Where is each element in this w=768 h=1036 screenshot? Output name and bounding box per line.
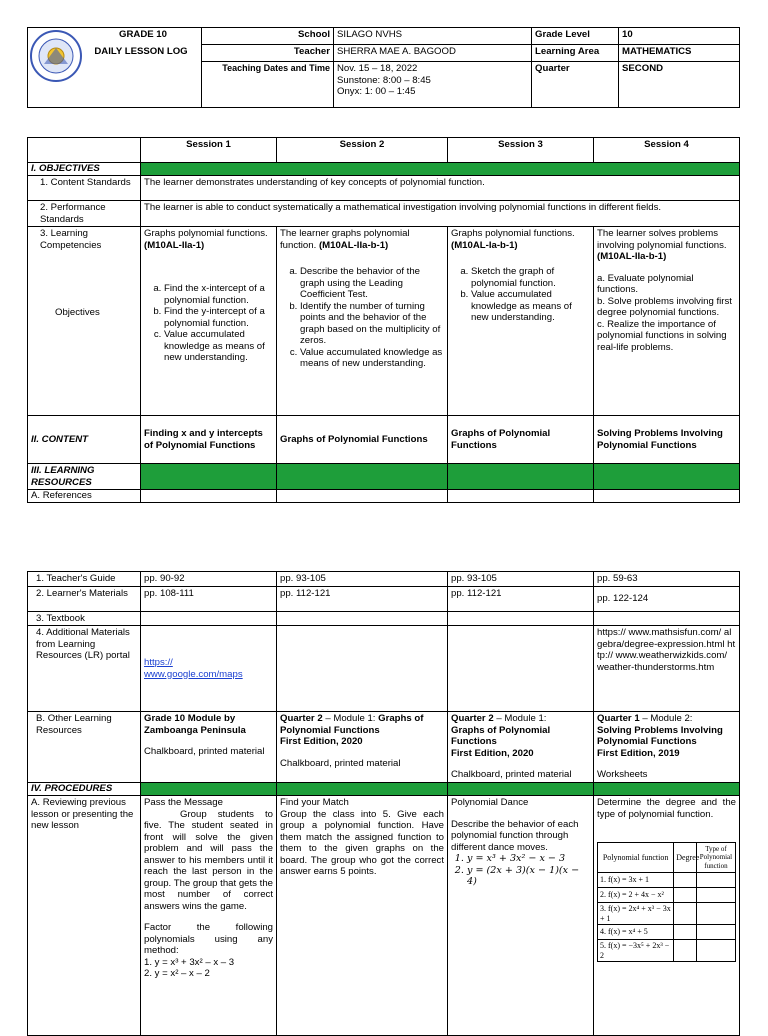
procedures-heading: IV. PROCEDURES bbox=[28, 783, 141, 796]
tg-session-2: pp. 93-105 bbox=[277, 572, 448, 587]
other-s2-module bbox=[280, 713, 444, 736]
lesson-table-upper bbox=[27, 137, 740, 503]
other-s3-title: Graphs of Polynomial Functions bbox=[451, 724, 551, 747]
teacher-value: SHERRA MAE A. BAGOOD bbox=[334, 45, 532, 62]
other-s2-note: Chalkboard, printed material bbox=[280, 757, 401, 769]
degree-table-row-function: 1. f(x) = 3x + 1 bbox=[598, 873, 674, 888]
other-s2-edition: First Edition, 2020 bbox=[280, 736, 363, 747]
s4-competency-code: (M10AL-IIa-b-1) bbox=[597, 251, 667, 262]
learning-resources-heading: III. LEARNING RESOURCES bbox=[28, 464, 141, 490]
degree-table-head-function: Polynomial function bbox=[598, 843, 674, 873]
degree-table-cell-type bbox=[696, 873, 735, 888]
other-s3-quarter: Quarter 2 bbox=[451, 713, 494, 724]
references-cell-1 bbox=[141, 490, 277, 503]
s4-competency-text: The learner solves problems involving polynomial functions. bbox=[597, 228, 727, 251]
other-s1-note: Chalkboard, printed material bbox=[144, 746, 265, 757]
lesson-table-lower bbox=[27, 571, 740, 1036]
degree-table-row-function: 2. f(x) = 2 + 4x − x² bbox=[598, 888, 674, 903]
other-s2-mod: – Module 1: bbox=[322, 713, 379, 724]
s4-competency bbox=[597, 228, 736, 263]
header-blank bbox=[28, 62, 202, 108]
other-session-4 bbox=[594, 712, 740, 783]
other-s3-mod: – Module 1: bbox=[493, 713, 547, 724]
quarter-value: SECOND bbox=[619, 62, 740, 108]
procedures-bar-2 bbox=[277, 783, 448, 796]
dance-function-item: 1. y = x³ + 3x² − x − 3 bbox=[467, 853, 590, 865]
objectives-heading: I. OBJECTIVES bbox=[28, 163, 141, 176]
degree-table-row-function: 4. f(x) = x⁴ + 5 bbox=[598, 925, 674, 940]
s3-competency-code: (M10AL-Ia-b-1) bbox=[451, 239, 518, 251]
objectives-bar bbox=[141, 163, 740, 176]
review-session-3 bbox=[448, 796, 594, 1036]
other-s4-mod: – Module 2: bbox=[639, 713, 693, 724]
references-cell-2 bbox=[277, 490, 448, 503]
lm-session-2: pp. 112-121 bbox=[277, 586, 448, 611]
other-s4-note: Worksheets bbox=[597, 769, 648, 780]
lm-session-3: pp. 112-121 bbox=[448, 586, 594, 611]
additional-session-4: https:// www.mathsisfun.com/ algebra/degree-expression.html http:// www.weatherwizkids.com/ weather-thunderstorms.htm bbox=[594, 626, 740, 712]
s1-competency-text: Graphs polynomial functions. bbox=[144, 228, 268, 239]
other-s4-edition: First Edition, 2019 bbox=[597, 747, 680, 759]
session-4-objectives bbox=[594, 227, 740, 416]
textbook-cell-2 bbox=[277, 611, 448, 626]
corner-blank bbox=[28, 138, 141, 163]
objectives-label: Objectives bbox=[55, 307, 100, 318]
degree-table-cell-degree bbox=[674, 903, 697, 925]
s1-competency bbox=[144, 228, 273, 251]
factor-item: 1. y = x³ + 3x² – x – 3 bbox=[144, 956, 235, 968]
teacher-label: Teacher bbox=[202, 45, 334, 62]
performance-standards-label: 2. Performance Standards bbox=[28, 201, 141, 227]
google-maps-link[interactable]: https:// www.google.com/maps bbox=[144, 657, 243, 680]
session-3-header: Session 3 bbox=[448, 138, 594, 163]
content-heading: II. CONTENT bbox=[28, 416, 141, 464]
review-session-1 bbox=[141, 796, 277, 1036]
learners-materials-label: 2. Learner's Materials bbox=[28, 586, 141, 611]
degree-table-row-function: 3. f(x) = 2x⁴ + x³ − 3x + 1 bbox=[598, 903, 674, 925]
references-cell-4 bbox=[594, 490, 740, 503]
content-session-4: Solving Problems Involving Polynomial Functions bbox=[594, 416, 740, 464]
degree-table-head-type: Type of Polynomial function bbox=[696, 843, 735, 873]
competencies-label: 3. Learning Competencies bbox=[40, 228, 102, 251]
additional-session-2 bbox=[277, 626, 448, 712]
review-session-2 bbox=[277, 796, 448, 1036]
textbook-cell-3 bbox=[448, 611, 594, 626]
dance-function-item: 2. y = (2x + 3)(x − 1)(x − 4) bbox=[467, 865, 590, 888]
other-s2-title: Graphs of Polynomial Functions bbox=[280, 713, 424, 736]
degree-table-cell-type bbox=[696, 888, 735, 903]
session-1-header: Session 1 bbox=[141, 138, 277, 163]
learning-area-label: Learning Area bbox=[532, 45, 619, 62]
pass-message-title: Pass the Message bbox=[144, 797, 223, 808]
s2-competency bbox=[280, 228, 444, 251]
textbook-cell-1 bbox=[141, 611, 277, 626]
s1-objective-item: a. Find the x-intercept of a polynomial function. bbox=[164, 283, 273, 306]
procedures-bar-3 bbox=[448, 783, 594, 796]
other-s4-module bbox=[597, 713, 736, 725]
other-s3-note: Chalkboard, printed material bbox=[451, 769, 572, 780]
degree-table-head-degree: Degree bbox=[674, 843, 697, 873]
textbook-cell-4 bbox=[594, 611, 740, 626]
other-session-2 bbox=[277, 712, 448, 783]
resources-bar-3 bbox=[448, 464, 594, 490]
degree-table-cell-type bbox=[696, 903, 735, 925]
s3-objective-list bbox=[451, 266, 590, 324]
find-match-title: Find your Match bbox=[280, 797, 349, 808]
degree-table-cell-type bbox=[696, 940, 735, 962]
find-match-body: Group the class into 5. Give each group a polynomial function. Have them match the assigned function to them to the given graphs on the board. The group who got the correct answer earns 5 points. bbox=[280, 808, 444, 877]
session-3-objectives bbox=[448, 227, 594, 416]
competencies-cell bbox=[28, 227, 141, 416]
other-s2-quarter: Quarter 2 bbox=[280, 713, 323, 724]
additional-session-1 bbox=[141, 626, 277, 712]
content-standards-text: The learner demonstrates understanding of key concepts of polynomial function. bbox=[141, 176, 740, 201]
resources-bar-4 bbox=[594, 464, 740, 490]
session-4-header: Session 4 bbox=[594, 138, 740, 163]
s2-objective-item: a. Describe the behavior of the graph using the Leading Coefficient Test. bbox=[300, 266, 444, 301]
s2-objective-list bbox=[280, 266, 444, 370]
s2-competency-code: (M10AL-IIa-b-1) bbox=[318, 239, 389, 251]
s4-objective-item: b. Solve problems involving first degree polynomial functions. bbox=[597, 295, 732, 318]
other-session-1 bbox=[141, 712, 277, 783]
pass-message-body: Group students to five. The student seated in front will solve the given problem and will pass the answer to his members until it reach the last person in the group. The group that gets the most number of correct answers wins the game. bbox=[144, 808, 273, 912]
degree-table-cell-degree bbox=[674, 940, 697, 962]
s3-objective-item: a. Sketch the graph of polynomial function. bbox=[471, 266, 590, 289]
s2-objective-item: c. Value accumulated knowledge as means of new understanding. bbox=[300, 347, 444, 370]
degree-type-table bbox=[597, 842, 736, 962]
review-label: A. Reviewing previous lesson or presenting the new lesson bbox=[28, 796, 141, 1036]
polynomial-dance-body: Describe the behavior of each polynomial function through different dance moves. bbox=[451, 818, 579, 853]
teachers-guide-label: 1. Teacher's Guide bbox=[28, 572, 141, 587]
other-s4-quarter: Quarter 1 bbox=[597, 713, 640, 724]
s1-objective-item: c. Value accumulated knowledge as means of new understanding. bbox=[164, 329, 273, 364]
review-session-4 bbox=[594, 796, 740, 1036]
procedures-bar-1 bbox=[141, 783, 277, 796]
other-s3-edition: First Edition, 2020 bbox=[451, 747, 534, 759]
other-s1-title: Grade 10 Module by Zamboanga Peninsula bbox=[144, 713, 246, 736]
other-session-3 bbox=[448, 712, 594, 783]
s1-competency-code: (M10AL-IIa-1) bbox=[144, 239, 205, 251]
s2-competency-text: The learner graphs polynomial function. bbox=[280, 228, 410, 251]
s1-objective-list bbox=[144, 283, 273, 364]
lm-session-1: pp. 108-111 bbox=[141, 586, 277, 611]
content-session-3: Graphs of Polynomial Functions bbox=[448, 416, 594, 464]
s2-objective-item: b. Identify the number of turning points and the behavior of the graph based on the multiplicity of zeros. bbox=[300, 301, 444, 347]
s1-objective-item: b. Find the y-intercept of a polynomial function. bbox=[164, 306, 273, 329]
additional-materials-label: 4. Additional Materials from Learning Resources (LR) portal bbox=[28, 626, 141, 712]
quarter-label: Quarter bbox=[532, 62, 619, 108]
tg-session-1: pp. 90-92 bbox=[141, 572, 277, 587]
tg-session-4: pp. 59-63 bbox=[594, 572, 740, 587]
header-table bbox=[27, 27, 740, 108]
s3-objective-item: b. Value accumulated knowledge as means of new understanding. bbox=[471, 289, 590, 324]
polynomial-dance-title: Polynomial Dance bbox=[451, 797, 529, 808]
time-onyx: Onyx: 1: 00 – 1:45 bbox=[337, 86, 416, 97]
dates-value bbox=[334, 62, 532, 108]
dates-range: Nov. 15 – 18, 2022 bbox=[337, 63, 418, 74]
references-label: A. References bbox=[28, 490, 141, 503]
s4-objective-item: c. Realize the importance of polynomial functions in solving real-life problems. bbox=[597, 318, 727, 353]
factor-instruction: Factor the following polynomials using any method: bbox=[144, 922, 273, 956]
session-2-objectives bbox=[277, 227, 448, 416]
school-value: SILAGO NVHS bbox=[334, 28, 532, 45]
textbook-label: 3. Textbook bbox=[28, 611, 141, 626]
s3-competency-text: Graphs polynomial functions. bbox=[451, 228, 575, 239]
grade-level-label: Grade Level bbox=[532, 28, 619, 45]
s3-competency bbox=[451, 228, 590, 251]
other-resources-label: B. Other Learning Resources bbox=[28, 712, 141, 783]
session-2-header: Session 2 bbox=[277, 138, 448, 163]
content-standards-label: 1. Content Standards bbox=[28, 176, 141, 201]
additional-session-3 bbox=[448, 626, 594, 712]
s4-objective-item: a. Evaluate polynomial functions. bbox=[597, 272, 694, 295]
content-session-1: Finding x and y intercepts of Polynomial Functions bbox=[141, 416, 277, 464]
grade-heading: GRADE 10 bbox=[28, 28, 202, 45]
degree-table-cell-degree bbox=[674, 873, 697, 888]
resources-bar-2 bbox=[277, 464, 448, 490]
dance-function-list bbox=[451, 853, 590, 888]
lm-session-4: pp. 122-124 bbox=[594, 586, 740, 611]
grade-level-value: 10 bbox=[619, 28, 740, 45]
session-1-objectives bbox=[141, 227, 277, 416]
degree-type-instruction: Determine the degree and the type of polynomial function. bbox=[597, 797, 736, 820]
log-title: DAILY LESSON LOG bbox=[28, 45, 202, 62]
dates-label: Teaching Dates and Time bbox=[202, 62, 334, 108]
degree-table-row-function: 5. f(x) = −3x⁵ + 2x³ − 2 bbox=[598, 940, 674, 962]
degree-table-cell-degree bbox=[674, 925, 697, 940]
procedures-bar-4 bbox=[594, 783, 740, 796]
performance-standards-text: The learner is able to conduct systematically a mathematical investigation involving polynomial functions in different fields. bbox=[141, 201, 740, 227]
school-label: School bbox=[202, 28, 334, 45]
degree-table-cell-degree bbox=[674, 888, 697, 903]
other-s3-module bbox=[451, 713, 590, 725]
degree-table-cell-type bbox=[696, 925, 735, 940]
content-session-2: Graphs of Polynomial Functions bbox=[277, 416, 448, 464]
resources-bar-1 bbox=[141, 464, 277, 490]
tg-session-3: pp. 93-105 bbox=[448, 572, 594, 587]
learning-area-value: MATHEMATICS bbox=[619, 45, 740, 62]
other-s4-title: Solving Problems Involving Polynomial Functions bbox=[597, 724, 723, 747]
references-cell-3 bbox=[448, 490, 594, 503]
time-sunstone: Sunstone: 8:00 – 8:45 bbox=[337, 74, 431, 86]
factor-item: 2. y = x² – x – 2 bbox=[144, 968, 210, 979]
